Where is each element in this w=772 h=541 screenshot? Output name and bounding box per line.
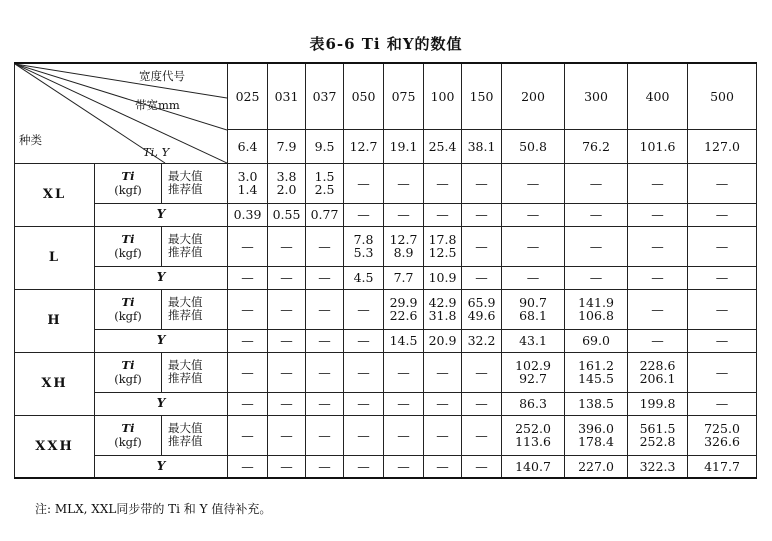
rec-label: 推荐值 xyxy=(168,371,203,385)
table-row-ti xyxy=(15,352,757,392)
y-value-cell: 417.7 xyxy=(688,455,757,478)
ti-value-cell xyxy=(688,415,757,455)
ti-max-value: 65.9 xyxy=(467,295,496,310)
y-value-cell: 138.5 xyxy=(565,392,628,415)
ti-value-cell xyxy=(384,289,424,329)
ti-value-cell xyxy=(384,415,424,455)
ti-value-cell xyxy=(688,163,757,203)
header-width-cell: 12.7 xyxy=(344,129,384,163)
ti-value-cell xyxy=(688,226,757,266)
y-value-cell: 227.0 xyxy=(565,455,628,478)
ti-rec-value: 113.6 xyxy=(515,434,551,449)
ti-rec-value: 178.4 xyxy=(578,434,614,449)
ti-rec-value: 106.8 xyxy=(578,308,614,323)
y-value-cell: — xyxy=(462,455,502,478)
y-value-cell: — xyxy=(344,455,384,478)
y-value-cell: 69.0 xyxy=(565,329,628,352)
header-width-cell: 127.0 xyxy=(688,129,757,163)
ti-value: — xyxy=(241,364,254,380)
ti-max-value: 725.0 xyxy=(704,421,740,436)
ti-value-cell xyxy=(688,352,757,392)
header-width-cell: 38.1 xyxy=(462,129,502,163)
ti-symbol: Ti xyxy=(121,358,135,372)
max-label: 最大值 xyxy=(168,421,203,435)
y-value-cell: — xyxy=(306,329,344,352)
ti-max-value: 12.7 xyxy=(389,232,418,247)
y-value-cell: — xyxy=(688,392,757,415)
ti-value: — xyxy=(241,427,254,443)
ti-value: — xyxy=(318,364,331,380)
header-width-cell: 19.1 xyxy=(384,129,424,163)
ti-value-cell xyxy=(424,163,462,203)
table-title: 表6-6 Ti 和Y的数值 xyxy=(309,35,463,53)
y-value-cell: — xyxy=(688,329,757,352)
ti-value-cell xyxy=(424,415,462,455)
table-row-ti xyxy=(15,226,757,266)
ti-rec-value: 326.6 xyxy=(704,434,740,449)
ti-value: — xyxy=(526,175,540,191)
ti-value-cell xyxy=(344,415,384,455)
y-value-cell: 140.7 xyxy=(502,455,565,478)
ti-value: — xyxy=(715,301,729,317)
header-code-cell: 500 xyxy=(688,63,757,129)
y-value-cell: — xyxy=(268,455,306,478)
y-value-cell: 10.9 xyxy=(424,266,462,289)
y-value-cell: — xyxy=(228,266,268,289)
ti-value: — xyxy=(241,238,254,254)
y-value-cell: — xyxy=(228,329,268,352)
grade-cell: H xyxy=(15,289,95,352)
ti-value-cell xyxy=(344,352,384,392)
table-row-y xyxy=(15,455,757,478)
kgf-unit: (kgf) xyxy=(114,183,142,197)
y-value-cell: — xyxy=(306,455,344,478)
y-value-cell: 4.5 xyxy=(344,266,384,289)
rec-label: 推荐值 xyxy=(168,182,203,196)
y-value-cell: — xyxy=(462,266,502,289)
ti-kgf-label xyxy=(95,289,162,329)
ti-symbol: Ti xyxy=(121,421,135,435)
header-code-cell: 075 xyxy=(384,63,424,129)
table-row-ti xyxy=(15,289,757,329)
rec-label: 推荐值 xyxy=(168,434,203,448)
y-value-cell: — xyxy=(502,266,565,289)
ti-value-cell xyxy=(228,415,268,455)
ti-rec-value: 68.1 xyxy=(519,308,547,323)
ti-max-value: 102.9 xyxy=(515,358,551,373)
ti-rec-value: 2.0 xyxy=(276,182,297,197)
y-value-cell: — xyxy=(565,203,628,226)
ti-value: — xyxy=(318,427,331,443)
y-label: Y xyxy=(95,392,228,415)
y-value-cell: — xyxy=(268,266,306,289)
ti-max-value: 29.9 xyxy=(389,295,418,310)
ti-value-cell xyxy=(228,163,268,203)
ti-value: — xyxy=(397,427,410,443)
grade-cell: L xyxy=(15,226,95,289)
ti-value: — xyxy=(397,175,410,191)
y-value-cell: — xyxy=(306,392,344,415)
y-value-cell: 43.1 xyxy=(502,329,565,352)
ti-value-cell xyxy=(424,226,462,266)
kgf-unit: (kgf) xyxy=(114,372,142,386)
header-width-cell: 101.6 xyxy=(628,129,688,163)
header-code-cell: 050 xyxy=(344,63,384,129)
ti-value: — xyxy=(475,364,488,380)
header-corner xyxy=(15,63,228,163)
y-value-cell: — xyxy=(228,392,268,415)
ti-rec-value: 31.8 xyxy=(428,308,457,323)
table-row-y xyxy=(15,266,757,289)
ti-value-cell xyxy=(424,289,462,329)
header-width-cell: 9.5 xyxy=(306,129,344,163)
y-value-cell: — xyxy=(502,203,565,226)
ti-rec-value: 22.6 xyxy=(389,308,418,323)
ti-value: — xyxy=(357,364,370,380)
header-code-cell: 100 xyxy=(424,63,462,129)
y-value-cell: 32.2 xyxy=(462,329,502,352)
table-row-y xyxy=(15,392,757,415)
y-value-cell: — xyxy=(565,266,628,289)
ti-max-value: 396.0 xyxy=(578,421,614,436)
ti-value-cell xyxy=(228,289,268,329)
ti-value-cell xyxy=(565,415,628,455)
ti-value-cell xyxy=(628,163,688,203)
y-value-cell: 0.39 xyxy=(228,203,268,226)
y-value-cell: — xyxy=(424,455,462,478)
y-value-cell: — xyxy=(384,455,424,478)
ti-value-cell xyxy=(268,163,306,203)
ti-value-cell xyxy=(502,289,565,329)
header-width-cell: 6.4 xyxy=(228,129,268,163)
grade-cell: XH xyxy=(15,352,95,415)
ti-value-cell xyxy=(384,352,424,392)
ti-value-cell xyxy=(462,163,502,203)
ti-value: — xyxy=(318,238,331,254)
ti-value-cell xyxy=(228,226,268,266)
y-value-cell: — xyxy=(384,203,424,226)
width-label: 带宽mm xyxy=(135,98,180,112)
ti-value-cell xyxy=(306,163,344,203)
ti-rec-value: 92.7 xyxy=(519,371,547,386)
ti-value: — xyxy=(651,175,664,191)
y-label: Y xyxy=(95,203,228,226)
ti-max-value: 7.8 xyxy=(353,232,374,247)
ti-max-value: 141.9 xyxy=(578,295,614,310)
ti-value-cell xyxy=(424,352,462,392)
ti-value-cell xyxy=(384,226,424,266)
ti-value-cell xyxy=(344,163,384,203)
rec-label: 推荐值 xyxy=(168,245,203,259)
ti-kgf-label xyxy=(95,226,162,266)
ti-value-cell xyxy=(565,163,628,203)
ti-value: — xyxy=(357,427,370,443)
y-value-cell: 20.9 xyxy=(424,329,462,352)
y-value-cell: — xyxy=(628,329,688,352)
ti-value-cell xyxy=(628,226,688,266)
y-value-cell: — xyxy=(462,203,502,226)
ti-value: — xyxy=(475,238,488,254)
ti-value-cell xyxy=(306,289,344,329)
max-label: 最大值 xyxy=(168,295,203,309)
y-value-cell: — xyxy=(628,203,688,226)
ti-value-cell xyxy=(462,415,502,455)
max-rec-label xyxy=(162,226,228,266)
header-width-cell: 7.9 xyxy=(268,129,306,163)
ti-value-cell xyxy=(628,289,688,329)
ti-value: — xyxy=(357,175,370,191)
y-value-cell: 86.3 xyxy=(502,392,565,415)
ti-value-cell xyxy=(306,352,344,392)
table-row-ti xyxy=(15,163,757,203)
header-code-cell: 031 xyxy=(268,63,306,129)
grade-cell: XXH xyxy=(15,415,95,478)
ti-value-cell xyxy=(688,289,757,329)
ti-value-cell xyxy=(268,289,306,329)
ti-value-cell xyxy=(502,352,565,392)
ti-max-value: 42.9 xyxy=(428,295,457,310)
ti-value: — xyxy=(475,175,488,191)
ti-max-value: 561.5 xyxy=(639,421,676,436)
rec-label: 推荐值 xyxy=(168,308,203,322)
code-label: 宽度代号 xyxy=(139,69,185,83)
ti-value: — xyxy=(475,427,488,443)
ti-value-cell xyxy=(502,163,565,203)
ti-value: — xyxy=(651,301,664,317)
ti-kgf-label xyxy=(95,352,162,392)
ti-value-cell xyxy=(565,226,628,266)
header-code-cell: 025 xyxy=(228,63,268,129)
ti-rec-value: 2.5 xyxy=(314,182,335,197)
y-value-cell: — xyxy=(384,392,424,415)
max-label: 最大值 xyxy=(168,169,203,183)
y-value-cell: 0.55 xyxy=(268,203,306,226)
ti-max-value: 1.5 xyxy=(314,169,335,184)
max-rec-label xyxy=(162,163,228,203)
y-value-cell: — xyxy=(688,203,757,226)
ti-value-cell xyxy=(344,226,384,266)
kind-label: 种类 xyxy=(19,133,42,147)
ti-rec-value: 206.1 xyxy=(639,371,676,386)
ti-y-table xyxy=(14,62,757,479)
ti-value: — xyxy=(280,364,293,380)
kgf-unit: (kgf) xyxy=(114,309,142,323)
y-value-cell: — xyxy=(462,392,502,415)
max-rec-label xyxy=(162,352,228,392)
ti-value: — xyxy=(241,301,254,317)
ti-kgf-label xyxy=(95,415,162,455)
y-label: Y xyxy=(95,455,228,478)
ti-rec-value: 5.3 xyxy=(353,245,374,260)
ti-value: — xyxy=(589,175,603,191)
ti-max-value: 3.0 xyxy=(237,169,258,184)
y-value-cell: — xyxy=(344,329,384,352)
kgf-unit: (kgf) xyxy=(114,435,142,449)
ti-symbol: Ti xyxy=(121,169,135,183)
y-value-cell: 0.77 xyxy=(306,203,344,226)
header-width-cell: 50.8 xyxy=(502,129,565,163)
ti-value: — xyxy=(436,364,449,380)
ti-rec-value: 1.4 xyxy=(237,182,258,197)
ti-value-cell xyxy=(268,352,306,392)
y-value-cell: — xyxy=(268,392,306,415)
ti-value-cell xyxy=(306,415,344,455)
y-value-cell: 322.3 xyxy=(628,455,688,478)
table-note: 注: MLX, XXL同步带的 Ti 和 Y 值待补充。 xyxy=(35,502,272,516)
ti-max-value: 252.0 xyxy=(515,421,551,436)
y-label: Y xyxy=(95,329,228,352)
ti-value-cell xyxy=(384,163,424,203)
ti-value: — xyxy=(651,238,664,254)
ti-value: — xyxy=(715,238,729,254)
ti-value: — xyxy=(715,175,729,191)
ti-value-cell xyxy=(462,289,502,329)
max-label: 最大值 xyxy=(168,232,203,246)
table-row-y xyxy=(15,203,757,226)
header-code-cell: 150 xyxy=(462,63,502,129)
ti-max-value: 161.2 xyxy=(578,358,614,373)
ti-value: — xyxy=(589,238,603,254)
ti-value-cell xyxy=(306,226,344,266)
header-width-cell: 25.4 xyxy=(424,129,462,163)
ti-kgf-label xyxy=(95,163,162,203)
grade-cell: XL xyxy=(15,163,95,226)
header-code-cell: 300 xyxy=(565,63,628,129)
y-value-cell: — xyxy=(344,392,384,415)
ti-value: — xyxy=(436,427,449,443)
max-rec-label xyxy=(162,289,228,329)
ti-value: — xyxy=(397,364,410,380)
ti-value: — xyxy=(357,301,370,317)
ti-symbol: Ti xyxy=(121,232,135,246)
header-width-cell: 76.2 xyxy=(565,129,628,163)
header-row-codes xyxy=(15,63,757,97)
ti-value: — xyxy=(436,175,449,191)
ti-value-cell xyxy=(268,226,306,266)
y-value-cell: 199.8 xyxy=(628,392,688,415)
y-value-cell: — xyxy=(228,455,268,478)
y-value-cell: — xyxy=(688,266,757,289)
y-value-cell: — xyxy=(268,329,306,352)
ti-max-value: 3.8 xyxy=(276,169,297,184)
ti-rec-value: 12.5 xyxy=(428,245,457,260)
ti-max-value: 17.8 xyxy=(428,232,457,247)
ti-value-cell xyxy=(628,415,688,455)
ti-value: — xyxy=(280,301,293,317)
max-label: 最大值 xyxy=(168,358,203,372)
ti-value: — xyxy=(526,238,540,254)
ti-value-cell xyxy=(228,352,268,392)
y-value-cell: — xyxy=(424,203,462,226)
ti-rec-value: 8.9 xyxy=(393,245,414,260)
ti-value-cell xyxy=(268,415,306,455)
ti-value-cell xyxy=(462,352,502,392)
ti-value-cell xyxy=(344,289,384,329)
y-value-cell: — xyxy=(306,266,344,289)
corner-diagonals xyxy=(15,64,228,163)
header-code-cell: 200 xyxy=(502,63,565,129)
ti-value-cell xyxy=(565,289,628,329)
ti-value: — xyxy=(280,238,293,254)
ti-value-cell xyxy=(565,352,628,392)
ti-value: — xyxy=(715,364,729,380)
ti-max-value: 228.6 xyxy=(639,358,676,373)
ti-value-cell xyxy=(502,415,565,455)
ti-value: — xyxy=(318,301,331,317)
table-row-ti xyxy=(15,415,757,455)
y-value-cell: — xyxy=(628,266,688,289)
ti-rec-value: 49.6 xyxy=(467,308,496,323)
ti-rec-value: 252.8 xyxy=(639,434,676,449)
y-value-cell: 7.7 xyxy=(384,266,424,289)
y-value-cell: — xyxy=(424,392,462,415)
y-value-cell: 14.5 xyxy=(384,329,424,352)
ti-y-label: Ti, Y xyxy=(143,145,170,159)
y-value-cell: — xyxy=(344,203,384,226)
header-code-cell: 400 xyxy=(628,63,688,129)
ti-value-cell xyxy=(502,226,565,266)
ti-symbol: Ti xyxy=(121,295,135,309)
ti-max-value: 90.7 xyxy=(519,295,547,310)
ti-value: — xyxy=(280,427,293,443)
ti-value-cell xyxy=(628,352,688,392)
max-rec-label xyxy=(162,415,228,455)
kgf-unit: (kgf) xyxy=(114,246,142,260)
ti-value-cell xyxy=(462,226,502,266)
table-row-y xyxy=(15,329,757,352)
ti-rec-value: 145.5 xyxy=(578,371,614,386)
header-code-cell: 037 xyxy=(306,63,344,129)
y-label: Y xyxy=(95,266,228,289)
